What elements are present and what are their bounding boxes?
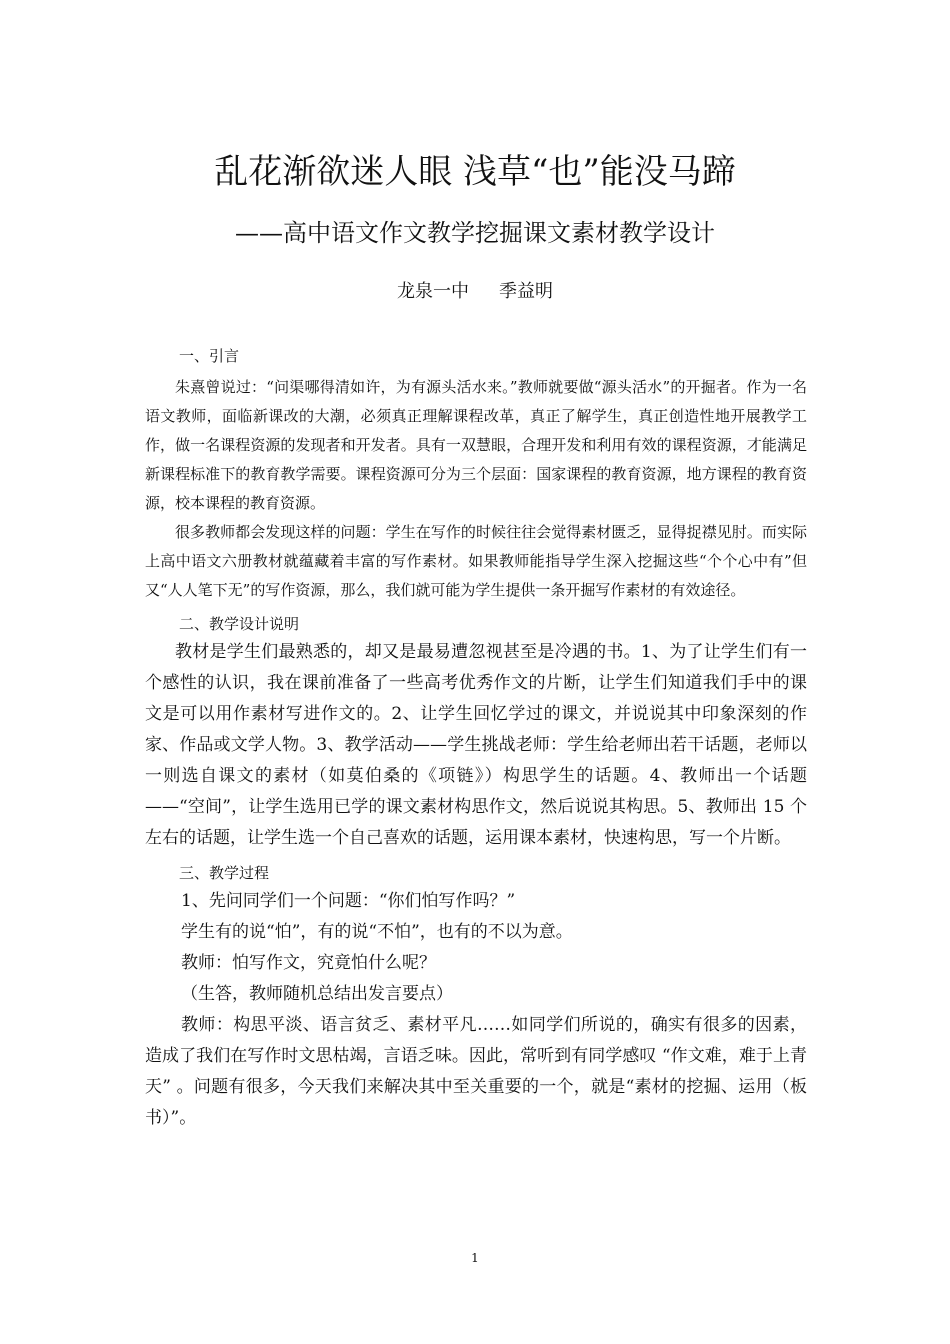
document-subtitle: ——高中语文作文教学挖掘课文素材教学设计 [235, 219, 715, 247]
section-heading-design: 二、教学设计说明 [179, 615, 300, 633]
document-body [145, 343, 807, 1134]
paragraph: 1、先问同学们一个问题：“你们怕写作吗？” [181, 891, 516, 911]
paragraph: 学生有的说“怕”，有的说“不怕”，也有的不以为意。 [181, 922, 573, 942]
paragraph: 很多教师都会发现这样的问题：学生在写作的时候往往会觉得素材匮乏，显得捉襟见肘。而实际上高中语文六册教材就蕴藏着丰富的写作素材。如果教师能指导学生深入挖掘这些“个个心中有”但又“人人笔下无”的写作资源，那么，我们就可能为学生提供一条开掘写作素材的有效途径。 [145, 523, 807, 599]
page-number: 1 [471, 1251, 479, 1265]
author-school: 龙泉一中 [397, 281, 469, 302]
author-line [0, 278, 950, 306]
paragraph: 朱熹曾说过：“问渠哪得清如许，为有源头活水来。”教师就要做“源头活水”的开掘者。作为一名语文教师，面临新课改的大潮，必须真正理解课程改革，真正了解学生，真正创造性地开展教学工作，做一名课程资源的发现者和开发者。具有一双慧眼，合理开发和利用有效的课程资源，才能满足新课程标准下的教育教学需要。课程资源可分为三个层面：国家课程的教育资源，地方课程的教育资源，校本课程的教育资源。 [145, 378, 807, 512]
section-heading-intro: 一、引言 [179, 347, 240, 365]
section-heading-process: 三、教学过程 [179, 864, 270, 882]
author-name: 季益明 [499, 281, 553, 302]
paragraph: 教材是学生们最熟悉的，却又是最易遭忽视甚至是冷遇的书。1、为了让学生们有一个感性的认识，我在课前准备了一些高考优秀作文的片断，让学生们知道我们手中的课文是可以用作素材写进作文的。2、让学生回忆学过的课文，并说说其中印象深刻的作家、作品或文学人物。3、教学活动——学生挑战老师：学生给老师出若干话题，老师以一则选自课文的素材（如莫伯桑的《项链》）构思学生的话题。4、教师出一个话题——“空间”，让学生选用已学的课文素材构思作文，然后说说其构思。5、教师出 15 个左右的话题，让学生选一个自己喜欢的话题，运用课本素材，快速构思，写一个片断。 [145, 642, 807, 848]
paragraph: 教师：构思平淡、语言贫乏、素材平凡……如同学们所说的，确实有很多的因素，造成了我们在写作时文思枯竭，言语乏味。因此，常听到有同学感叹 “作文难，难于上青天” 。问题有很多，今天我们来解决其中至关重要的一个，就是“素材的挖掘、运用（板书）”。 [145, 1015, 807, 1128]
document-title: 乱花渐欲迷人眼 浅草“也”能没马蹄 [214, 152, 736, 192]
paragraph: 教师：怕写作文，究竟怕什么呢？ [181, 953, 436, 973]
paragraph: （生答，教师随机总结出发言要点） [181, 984, 453, 1004]
